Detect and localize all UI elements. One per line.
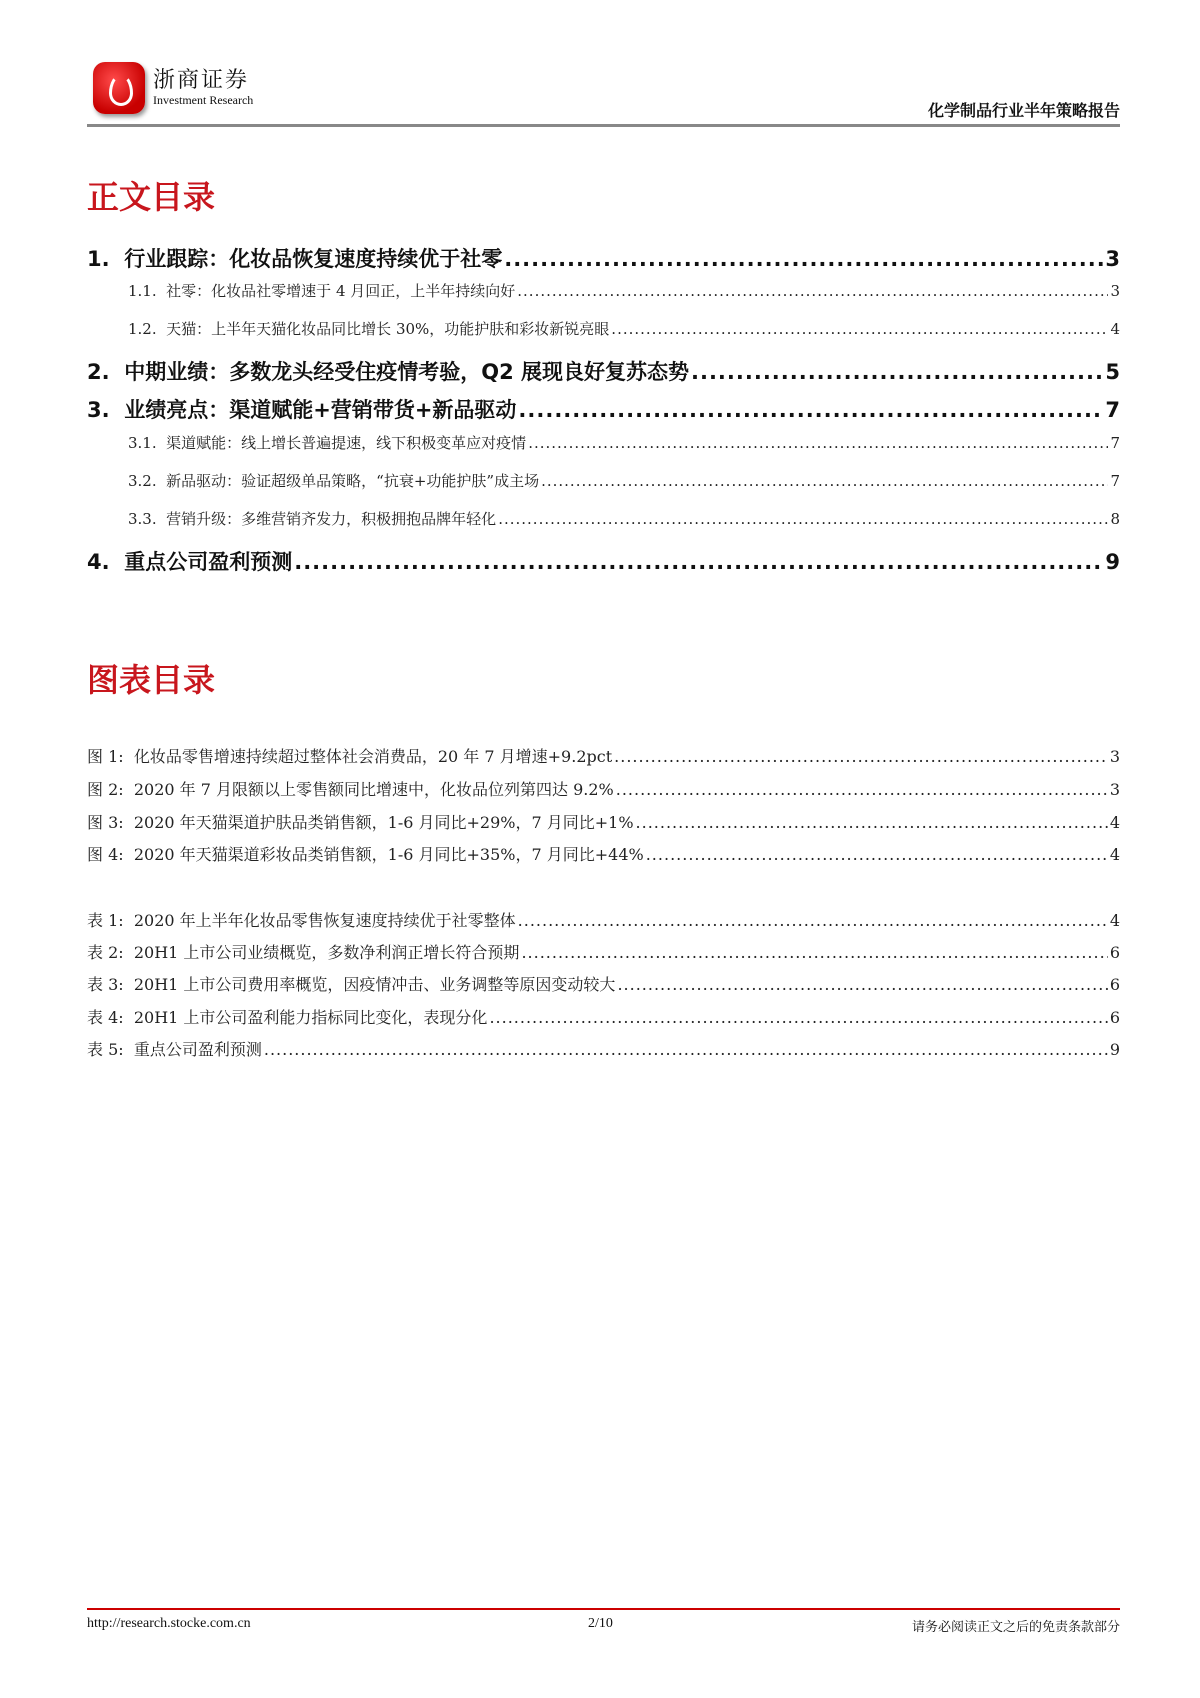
toc-entry[interactable] bbox=[128, 432, 1120, 453]
table-entry[interactable] bbox=[87, 908, 1120, 931]
dot-leader bbox=[504, 247, 1103, 271]
entry-label: 3.3. 营销升级：多维营销齐发力，积极拥抱品牌年轻化 bbox=[128, 510, 497, 528]
dot-leader bbox=[264, 1040, 1108, 1059]
dot-leader bbox=[646, 845, 1108, 864]
entry-page: 7 bbox=[1110, 472, 1120, 490]
entry-label: 1.1. 社零：化妆品社零增速于 4 月回正，上半年持续向好 bbox=[128, 282, 516, 300]
entry-page: 9 bbox=[1105, 550, 1120, 574]
dot-leader bbox=[528, 434, 1108, 452]
entry-page: 7 bbox=[1110, 434, 1120, 452]
entry-label: 3. 业绩亮点：渠道赋能+营销带货+新品驱动 bbox=[87, 398, 517, 422]
report-title: 化学制品行业半年策略报告 bbox=[927, 101, 1120, 120]
entry-label: 2. 中期业绩：多数龙头经受住疫情考验，Q2 展现良好复苏态势 bbox=[87, 360, 689, 384]
entry-page: 9 bbox=[1109, 1040, 1120, 1059]
dot-leader bbox=[521, 943, 1107, 962]
entry-label: 图 1: 化妆品零售增速持续超过整体社会消费品，20 年 7 月增速+9.2pct bbox=[87, 747, 613, 766]
entry-page: 5 bbox=[1105, 360, 1120, 384]
toc-heading: 正文目录 bbox=[87, 178, 216, 216]
dot-leader bbox=[489, 1008, 1107, 1027]
toc-entry[interactable] bbox=[128, 318, 1120, 339]
toc-entry[interactable] bbox=[87, 243, 1120, 273]
entry-label: 1.2. 天猫：上半年天猫化妆品同比增长 30%，功能护肤和彩妆新锐亮眼 bbox=[128, 320, 610, 338]
dot-leader bbox=[294, 550, 1103, 574]
dot-leader bbox=[518, 911, 1108, 930]
toc-entry[interactable] bbox=[128, 280, 1120, 301]
entry-page: 4 bbox=[1109, 845, 1120, 864]
entry-page: 3 bbox=[1105, 247, 1120, 271]
table-entry[interactable] bbox=[87, 1005, 1120, 1028]
entry-page: 6 bbox=[1109, 975, 1120, 994]
entry-label: 图 2: 2020 年 7 月限额以上零售额同比增速中，化妆品位列第四达 9.2% bbox=[87, 780, 614, 799]
table-entry[interactable] bbox=[87, 972, 1120, 995]
entry-label: 表 5: 重点公司盈利预测 bbox=[87, 1040, 262, 1059]
figure-entry[interactable] bbox=[87, 842, 1120, 865]
entry-page: 3 bbox=[1110, 282, 1120, 300]
entry-label: 图 4: 2020 年天猫渠道彩妆品类销售额，1-6 月同比+35%，7 月同比+44% bbox=[87, 845, 644, 864]
dot-leader bbox=[617, 975, 1107, 994]
charts-heading: 图表目录 bbox=[87, 661, 216, 699]
company-logo bbox=[93, 58, 268, 118]
entry-label: 4. 重点公司盈利预测 bbox=[87, 550, 293, 574]
table-entry[interactable] bbox=[87, 940, 1120, 963]
header-divider bbox=[87, 124, 1120, 127]
entry-label: 3.2. 新品驱动：验证超级单品策略，“抗衰+功能护肤”成主场 bbox=[128, 472, 540, 490]
entry-page: 3 bbox=[1109, 780, 1120, 799]
entry-page: 6 bbox=[1109, 1008, 1120, 1027]
entry-page: 8 bbox=[1110, 510, 1120, 528]
toc-entry[interactable] bbox=[128, 508, 1120, 529]
dot-leader bbox=[517, 282, 1108, 300]
entry-label: 1. 行业跟踪：化妆品恢复速度持续优于社零 bbox=[87, 247, 503, 271]
dot-leader bbox=[636, 813, 1108, 832]
logo-name-en: Investment Research bbox=[153, 93, 254, 107]
entry-page: 7 bbox=[1105, 398, 1120, 422]
dot-leader bbox=[518, 398, 1103, 422]
footer-page-number: 2/10 bbox=[588, 1616, 613, 1631]
logo-mark-icon bbox=[93, 62, 145, 114]
dot-leader bbox=[691, 360, 1103, 384]
table-entry[interactable] bbox=[87, 1037, 1120, 1060]
dot-leader bbox=[541, 472, 1108, 490]
entry-page: 4 bbox=[1109, 813, 1120, 832]
figure-entry[interactable] bbox=[87, 810, 1120, 833]
toc-entry[interactable] bbox=[87, 356, 1120, 386]
entry-page: 6 bbox=[1109, 943, 1120, 962]
toc-entry[interactable] bbox=[87, 546, 1120, 576]
footer-divider bbox=[87, 1608, 1120, 1610]
dot-leader bbox=[616, 780, 1108, 799]
entry-label: 表 4: 20H1 上市公司盈利能力指标同比变化，表现分化 bbox=[87, 1008, 488, 1027]
logo-name-cn: 浙商证券 bbox=[153, 68, 250, 93]
entry-page: 4 bbox=[1110, 320, 1120, 338]
entry-label: 3.1. 渠道赋能：线上增长普遍提速，线下积极变革应对疫情 bbox=[128, 434, 527, 452]
dot-leader bbox=[498, 510, 1108, 528]
entry-page: 3 bbox=[1109, 747, 1120, 766]
footer-url[interactable]: http://research.stocke.com.cn bbox=[87, 1616, 251, 1631]
entry-label: 表 3: 20H1 上市公司费用率概览，因疫情冲击、业务调整等原因变动较大 bbox=[87, 975, 616, 994]
entry-page: 4 bbox=[1109, 911, 1120, 930]
figure-entry[interactable] bbox=[87, 744, 1120, 767]
entry-label: 表 2: 20H1 上市公司业绩概览，多数净利润正增长符合预期 bbox=[87, 943, 520, 962]
footer-disclaimer: 请务必阅读正文之后的免责条款部分 bbox=[911, 1620, 1120, 1635]
toc-entry[interactable] bbox=[87, 394, 1120, 424]
dot-leader bbox=[611, 320, 1108, 338]
entry-label: 表 1: 2020 年上半年化妆品零售恢复速度持续优于社零整体 bbox=[87, 911, 516, 930]
figure-entry[interactable] bbox=[87, 777, 1120, 800]
toc-entry[interactable] bbox=[128, 470, 1120, 491]
dot-leader bbox=[614, 747, 1108, 766]
entry-label: 图 3: 2020 年天猫渠道护肤品类销售额，1-6 月同比+29%，7 月同比+1% bbox=[87, 813, 634, 832]
